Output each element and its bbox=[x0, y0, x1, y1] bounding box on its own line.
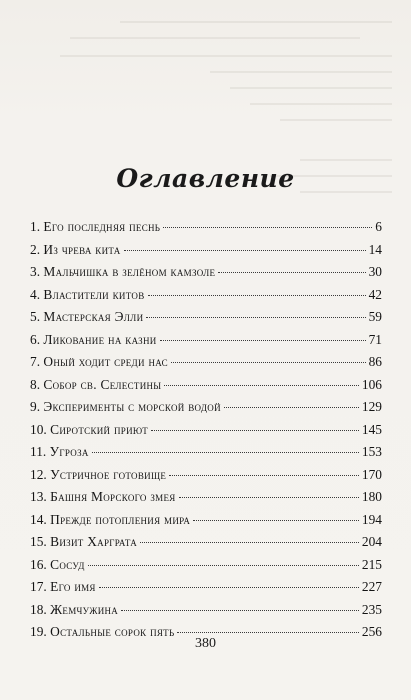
toc-dot-leader bbox=[160, 340, 366, 341]
toc-dot-leader bbox=[218, 272, 365, 273]
toc-entry-title: Прежде потопления мира bbox=[50, 511, 191, 527]
toc-entry-number: 18. bbox=[30, 601, 47, 617]
toc-entry bbox=[30, 261, 382, 284]
toc-entry-number: 11. bbox=[30, 444, 47, 459]
toc-entry bbox=[30, 464, 382, 487]
toc-entry-title: Ликование на казни bbox=[43, 331, 157, 347]
toc-entry-page: 204 bbox=[361, 534, 382, 549]
toc-entry-page: 170 bbox=[361, 466, 382, 482]
toc-entry-number: 13. bbox=[30, 489, 47, 504]
toc-entry-page: 215 bbox=[361, 556, 382, 572]
toc-entry-title: Жемчужина bbox=[50, 601, 119, 617]
toc-entry bbox=[30, 599, 382, 622]
toc-dot-leader bbox=[193, 520, 359, 521]
toc-entry bbox=[30, 486, 382, 509]
toc-entry-number: 4. bbox=[30, 286, 41, 302]
toc-entry-number: 3. bbox=[30, 264, 41, 279]
toc-entry-page: 14 bbox=[368, 241, 382, 257]
toc-entry-number: 12. bbox=[30, 466, 47, 482]
toc-entry bbox=[30, 554, 382, 577]
toc-entry bbox=[30, 329, 382, 352]
toc-entry-page: 6 bbox=[375, 219, 382, 234]
toc-entry-page: 256 bbox=[361, 624, 382, 639]
toc-entry bbox=[30, 351, 382, 374]
toc-entry-title: Башня Морского змея bbox=[50, 489, 176, 504]
toc-entry-title: Сиротский приют bbox=[50, 421, 149, 437]
toc-dot-leader bbox=[92, 452, 359, 453]
toc-entry-title: Мальчишка в зелёном камзоле bbox=[43, 264, 216, 279]
toc-entry-page: 86 bbox=[368, 354, 382, 369]
toc-entry bbox=[30, 306, 382, 329]
toc-dot-leader bbox=[151, 430, 359, 431]
toc-entry-number: 1. bbox=[30, 219, 41, 234]
toc-entry-number: 16. bbox=[30, 556, 47, 572]
toc-dot-leader bbox=[171, 362, 366, 363]
toc-entry bbox=[30, 396, 382, 419]
toc-dot-leader bbox=[163, 227, 372, 228]
toc-entry bbox=[30, 531, 382, 554]
toc-dot-leader bbox=[121, 610, 359, 611]
page-number: 380 bbox=[195, 636, 216, 651]
toc-entry-number: 17. bbox=[30, 579, 47, 594]
toc-entry-number: 9. bbox=[30, 399, 41, 414]
toc-entry-page: 153 bbox=[361, 444, 382, 459]
toc-entry-title: Угроза bbox=[49, 444, 89, 459]
toc-dot-leader bbox=[146, 317, 365, 318]
toc-entry-title: Эксперименты с морской водой bbox=[43, 399, 221, 414]
toc-title: Оглавление bbox=[116, 164, 295, 193]
toc-entry-page: 194 bbox=[361, 511, 382, 527]
toc-entry-number: 8. bbox=[30, 376, 41, 392]
toc-entry bbox=[30, 216, 382, 239]
toc-entry bbox=[30, 239, 382, 262]
toc-entry-title: Мастерская Элли bbox=[43, 309, 144, 324]
toc-entry bbox=[30, 374, 382, 397]
toc-entry-page: 106 bbox=[361, 376, 382, 392]
toc-entry-number: 15. bbox=[30, 534, 47, 549]
toc-dot-leader bbox=[164, 385, 358, 386]
toc-entry-title: Властители китов bbox=[43, 286, 145, 302]
toc-entry-page: 59 bbox=[368, 309, 382, 324]
toc-entry-title: Устричное готовище bbox=[50, 466, 167, 482]
toc-dot-leader bbox=[224, 407, 359, 408]
toc-entry-number: 19. bbox=[30, 624, 47, 639]
toc-entry bbox=[30, 284, 382, 307]
toc-entry-page: 145 bbox=[361, 421, 382, 437]
toc-dot-leader bbox=[124, 250, 366, 251]
toc-dot-leader bbox=[179, 497, 359, 498]
toc-entry-number: 14. bbox=[30, 511, 47, 527]
toc-entry-title: Оный ходит среди нас bbox=[43, 354, 168, 369]
toc-entry-page: 180 bbox=[361, 489, 382, 504]
toc-entry-page: 129 bbox=[361, 399, 382, 414]
toc-dot-leader bbox=[99, 587, 359, 588]
toc-entry-page: 227 bbox=[361, 579, 382, 594]
toc-entry-page: 30 bbox=[368, 264, 382, 279]
toc-dot-leader bbox=[88, 565, 359, 566]
toc-entry-title: Собор св. Селестины bbox=[43, 376, 162, 392]
toc-entry-number: 2. bbox=[30, 241, 41, 257]
toc-entry-number: 5. bbox=[30, 309, 41, 324]
toc-entry bbox=[30, 441, 382, 464]
toc-entry-title: Его последняя песнь bbox=[43, 219, 161, 234]
toc-entry bbox=[30, 509, 382, 532]
toc-entry-number: 10. bbox=[30, 421, 47, 437]
toc-dot-leader bbox=[169, 475, 359, 476]
toc-entry-number: 7. bbox=[30, 354, 41, 369]
toc-dot-leader bbox=[148, 295, 366, 296]
toc-entry-page: 71 bbox=[368, 331, 382, 347]
toc-dot-leader bbox=[177, 632, 358, 633]
toc-entry-title: Сосуд bbox=[50, 556, 85, 572]
toc-entry bbox=[30, 576, 382, 599]
toc-list bbox=[30, 216, 382, 644]
toc-entry-title: Его имя bbox=[50, 579, 96, 594]
toc-entry-title: Остальные сорок пять bbox=[50, 624, 175, 639]
toc-entry-title: Визит Харграта bbox=[50, 534, 138, 549]
toc-entry-page: 42 bbox=[368, 286, 382, 302]
toc-entry-title: Из чрева кита bbox=[43, 241, 121, 257]
toc-entry bbox=[30, 419, 382, 442]
toc-dot-leader bbox=[140, 542, 359, 543]
toc-entry-number: 6. bbox=[30, 331, 41, 347]
toc-entry-page: 235 bbox=[361, 601, 382, 617]
